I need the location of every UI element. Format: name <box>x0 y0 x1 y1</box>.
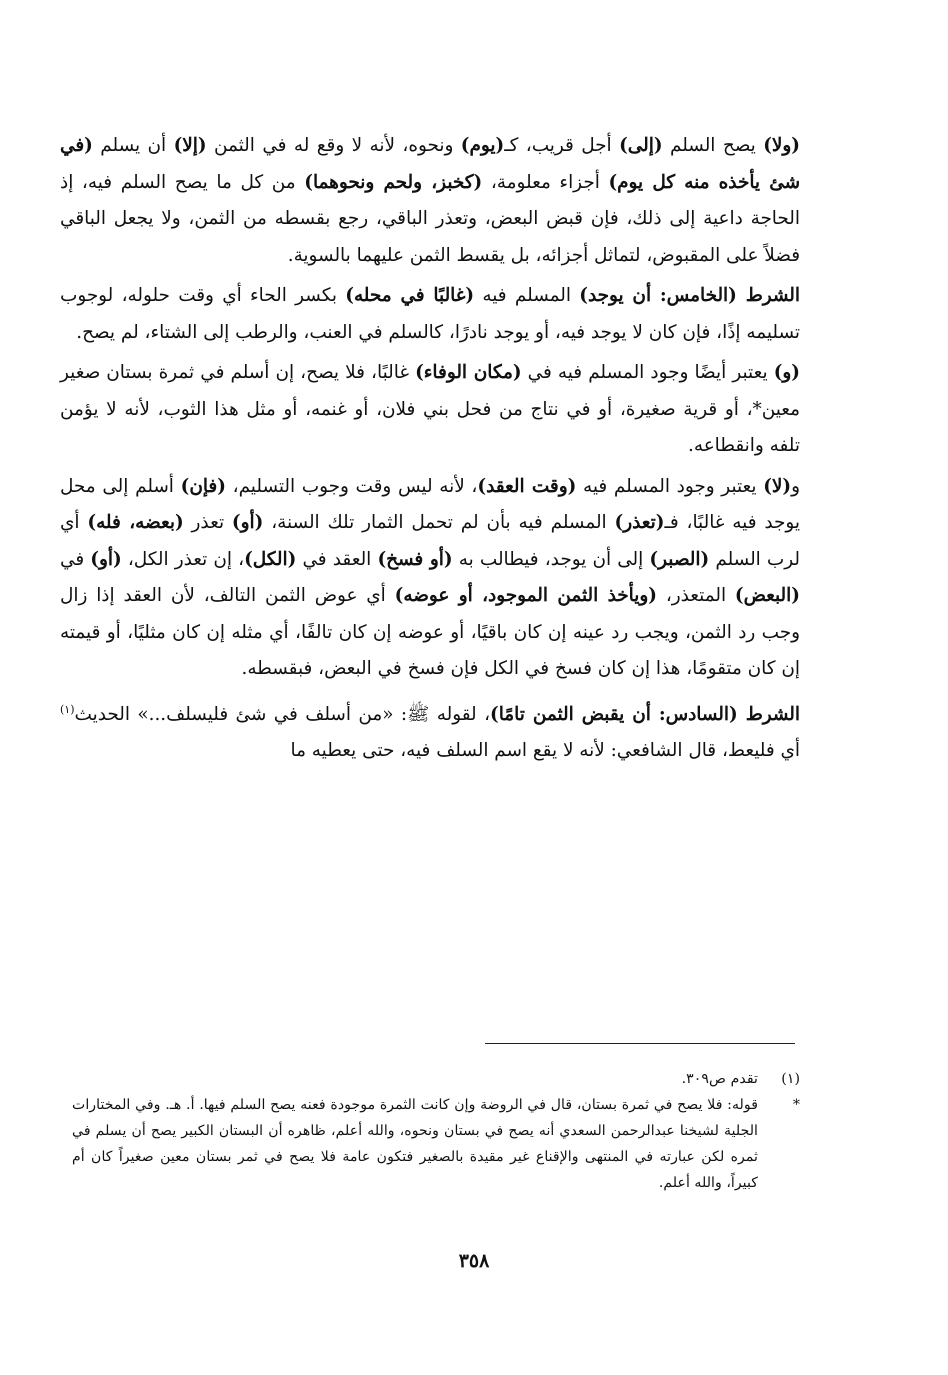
bold-term: (فإن) <box>180 475 226 497</box>
paragraph <box>60 355 800 465</box>
text-segment: يعتبر أيضًا وجود المسلم فيه في <box>521 362 774 383</box>
text-segment: يعتبر وجود المسلم فيه <box>576 475 764 497</box>
bold-term: (إلى) <box>619 135 663 156</box>
bold-term: (بعضه، فله) <box>87 512 184 533</box>
main-text <box>60 128 800 770</box>
bold-term: (أو فسخ) <box>377 548 453 570</box>
text-segment: يصح السلم <box>662 135 764 156</box>
text-segment: أن يسلم <box>92 135 174 156</box>
bold-term: (يوم) <box>460 135 505 156</box>
bold-term: (تعذر) <box>614 512 665 533</box>
bold-term: الشرط (السادس: أن يقبض الثمن تامًا) <box>490 703 800 725</box>
text-segment: أجل قريب، كـ <box>504 135 620 156</box>
bold-term: الشرط (الخامس: أن يوجد) <box>579 285 800 306</box>
text-segment: أجزاء معلومة، <box>482 171 609 193</box>
footnote-text: قوله: فلا يصح في ثمرة بستان، قال في الروضة وإن كانت الثمرة موجودة فعنه يصح السلم فيها. أ. هـ. وفي المختارات الجلية لشيخنا عبدالرحمن السعدي أنه يصح في بستان ونحوه، والله أعلم، ظاهره أن البستان الكبير يصح أن يسلم في ثمره لكن عبارته في المنتهى والإقناع غير مقيدة بالصغير فتكون عامة فلا يصح في ثمر بستان معين صغيراً كان أم كبيراً، والله أعلم. <box>72 1097 758 1191</box>
bold-term: (ولا) <box>763 135 800 156</box>
bold-term: (الكل) <box>244 548 297 570</box>
footnote-text: تقدم ص٣٠٩. <box>681 1071 758 1087</box>
bold-term: (البعض) <box>734 585 800 606</box>
paragraph <box>60 692 800 770</box>
text-segment: أي عوض الثمن التالف، لأن العقد إذا زال وجب رد الثمن، ويجب رد عينه إن كان باقيًا، أو عوضه إن كان تالفًا، أي مثله إن كان مثليًا، أو قيمته إن كان متقومًا، هذا إن كان فسخ في الكل فإن فسخ في البعض، فبقسطه. <box>60 585 800 679</box>
text-segment: المسلم فيه بأن لم تحمل الثمار تلك السنة، <box>263 512 615 533</box>
text-segment: تعذر <box>183 512 232 533</box>
text-segment: ، لأنه ليس وقت وجوب التسليم، <box>225 475 478 497</box>
bold-term: (وقت العقد) <box>477 475 577 497</box>
bold-term: (في شئ يأخذه منه كل يوم) <box>60 135 800 193</box>
footnote-ref: (١) <box>60 702 75 716</box>
text-segment: أسلم إلى محل يوجد فيه غالبًا، فـ <box>60 475 800 533</box>
bold-term: (كخبز، ولحم ونحوهما) <box>304 171 483 193</box>
paragraph <box>60 278 800 351</box>
text-segment: العقد في <box>296 548 378 570</box>
text-segment: غالبًا، فلا يصح، إن أسلم في ثمرة بستان صغير معين*، أو قرية صغيرة، أو في نتاج من فحل بني فلان، أو غنمه، أو مثل هذا الثوب، لأنه لا يؤمن تلفه وانقطاعه. <box>60 362 800 456</box>
page-number: ٣٥٨ <box>458 1250 490 1272</box>
text-segment: من كل ما يصح السلم فيه، إذ الحاجة داعية إلى ذلك، فإن قبض البعض، وتعذر الباقي، رجع بقسطه من الثمن، ولا يجعل الباقي فضلاً على المقبوض، لتماثل أجزائه، بل يقسط الثمن عليهما بالسوية. <box>60 171 800 266</box>
footnote-mark: * <box>792 1097 800 1113</box>
bold-term: (غالبًا في محله) <box>345 285 475 306</box>
text-segment: إلى أن يوجد، فيطالب به <box>452 548 650 570</box>
text-segment: و <box>791 475 801 497</box>
bold-term: (أو) <box>90 548 122 570</box>
bold-term: (أو) <box>231 512 264 533</box>
paragraph <box>60 469 800 688</box>
bold-term: (مكان الوفاء) <box>415 362 522 383</box>
footnote-separator <box>485 1043 795 1044</box>
text-segment: أي فليعط، قال الشافعي: لأنه لا يقع اسم السلف فيه، حتى يعطيه ما <box>290 740 800 762</box>
footnote <box>72 1092 800 1196</box>
text-segment: بكسر الحاء أي وقت حلوله، لوجوب تسليمه إذًا، فإن كان لا يوجد فيه، أو يوجد نادرًا، كالسلم في العنب، والرطب إلى الشتاء، لم يصح. <box>60 285 800 343</box>
text-segment: المتعذر، <box>656 585 735 606</box>
text-segment: أي لرب السلم <box>60 512 800 570</box>
text-segment: المسلم فيه <box>474 285 580 306</box>
paragraph <box>60 128 800 274</box>
footnote-mark: (١) <box>781 1071 800 1087</box>
bold-term: (الصبر) <box>649 548 710 570</box>
footnotes <box>72 1066 800 1196</box>
bold-term: (إلا) <box>173 135 207 156</box>
text-segment: ، لقوله ﷺ: «من أسلف في شئ فليسلف...» الحديث <box>74 703 490 725</box>
text-segment: في <box>60 548 91 570</box>
text-segment: ونحوه، لأنه لا وقع له في الثمن <box>206 135 461 156</box>
text-segment: ، إن تعذر الكل، <box>121 548 245 570</box>
bold-term: (و) <box>773 362 800 383</box>
bold-term: (ويأخذ الثمن الموجود، أو عوضه) <box>394 585 657 606</box>
footnote <box>72 1066 800 1092</box>
bold-term: (لا) <box>763 475 792 497</box>
